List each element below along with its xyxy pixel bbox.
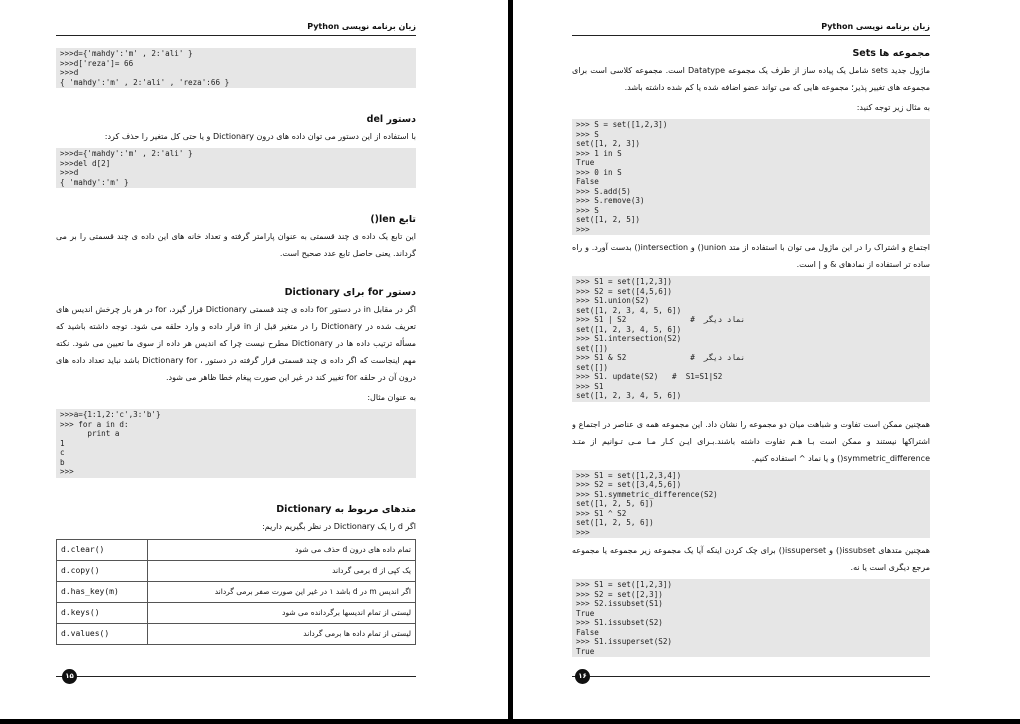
code-block-for-loop: >>>a={1:1,2:'c',3:'b'} >>> for a in d: print a 1 c b >>> <box>56 409 416 478</box>
code-block-set-basics: >>> S = set([1,2,3]) >>> S set([1, 2, 3]) >>> 1 in S True >>> 0 in S False >>> S.add(5) >>> S.remove(3) >>> S set([1, 2, 5]) >>> <box>572 119 930 235</box>
code-block-del: >>>d={'mahdy':'m' , 2:'ali' } >>>del d[2] >>>d { 'mahdy':'m' } <box>56 148 416 188</box>
left-page <box>0 0 508 719</box>
code-block-subset-superset: >>> S1 = set([1,2,3]) >>> S2 = set([2,3]) >>> S2.issubset(S1) True >>> S1.issubset(S2) False >>> S1.issuperset(S2) True <box>572 579 930 657</box>
right-page-content <box>572 22 930 672</box>
method-name-cell: d.keys() <box>57 602 148 623</box>
method-description-cell: اگر اندیس m در d باشد ۱ در غیر این صورت صفر برمی گرداند <box>148 581 416 602</box>
paragraph-symmetric-difference: همچنین ممکن است تفاوت و شباهت میان دو مجموعه را نشان داد. این مجموعه همه ی عناصر در اجتماع و اشتراکها نیستند و ممکن است بـا هـم تفاوت داشته باشند.بـرای ایـن کـار مـا مـی تـوانیم از متـد symmetric_difference() و یا نماد ^ استفاده کنیم. <box>572 419 930 463</box>
table-row <box>57 623 416 644</box>
method-description-cell: تمام داده های درون d حذف می شود <box>148 539 416 560</box>
method-name-cell: d.values() <box>57 623 148 644</box>
page-number-badge: ۱۵ <box>62 669 77 684</box>
paragraph-example-label: به مثال زیر توجه کنید: <box>856 103 930 112</box>
method-description-cell: یک کپی از d برمی گرداند <box>148 560 416 581</box>
paragraph-union-intersection: اجتماع و اشتراک را در این ماژول می توان با استفاده از متد union() و intersection() بدست آورد. و راه ساده تر استفاده از نمادهای & و | است. <box>572 243 930 269</box>
heading-sets: مجموعه ها Sets <box>852 48 930 59</box>
method-description-cell: لیستی از تمام داده ها برمی گرداند <box>148 623 416 644</box>
paragraph-dictionary-methods: اگر d را یک Dictionary در نظر بگیریم داریم: <box>262 521 416 531</box>
paragraph-len: این تابع یک داده ی چند قسمتی به عنوان پارامتر گرفته و تعداد خانه های این داده ی چند قسمتی را بر می گرداند. یعنی حاصل تابع عدد صحیح است. <box>56 232 416 258</box>
heading-len: تابع len() <box>370 214 416 225</box>
paragraph-example-label: به عنوان مثال: <box>367 393 416 402</box>
dictionary-methods-table <box>56 539 416 645</box>
method-name-cell: d.has_key(m) <box>57 581 148 602</box>
paragraph-sets: ماژول جدید sets شامل یک پیاده ساز از طرف یک مجموعه Datatype است. مجموعه کلاسی است برای مجموعه های تغییر پذیر؛ مجموعه هایی که می تواند عضو اضافه شده یا کم شده داشته باشد. <box>572 66 930 92</box>
running-head: زبان برنامه نویسی Python <box>56 22 416 36</box>
paragraph-subset-superset: همچنین متدهای issubset() و issuperset() برای چک کردن اینکه آیا یک مجموعه زیر مجموعه یا مجموعه مرجع دیگری است یا نه. <box>572 546 930 572</box>
method-name-cell: d.copy() <box>57 560 148 581</box>
footer-rule <box>572 676 930 677</box>
table-row <box>57 539 416 560</box>
running-head: زبان برنامه نویسی Python <box>572 22 930 36</box>
footer-rule <box>56 676 416 677</box>
right-page <box>513 0 1020 719</box>
heading-for-dictionary: دستور for برای Dictionary <box>284 287 416 298</box>
method-description-cell: لیستی از تمام اندیسها برگردانده می شود <box>148 602 416 623</box>
heading-del: دستور del <box>366 114 416 125</box>
left-page-content <box>56 22 416 672</box>
paragraph-del: با استفاده از این دستور می توان داده های درون Dictionary و یا حتی کل متغیر را حذف کرد: <box>104 132 416 141</box>
code-block-union-intersection: >>> S1 = set([1,2,3]) >>> S2 = set([4,5,6]) >>> S1.union(S2) set([1, 2, 3, 4, 5, 6]) >>> S1 | S2 # نماد دیگر set([1, 2, 3, 4, 5, 6]) >>> S1.intersection(S2) set([]) >>> S1 & S2 # نماد دیگر set([]) >>> S1. update(S2) # S1=S1|S2 >>> S1 set([1, 2, 3, 4, 5, 6]) <box>572 276 930 402</box>
page-number-badge: ۱۶ <box>575 669 590 684</box>
heading-dictionary-methods: متدهای مربوط به Dictionary <box>276 503 416 515</box>
table-row <box>57 602 416 623</box>
code-block-dict-assign: >>>d={'mahdy':'m' , 2:'ali' } >>>d['reza']= 66 >>>d { 'mahdy':'m' , 2:'ali' , 'reza':66 } <box>56 48 416 88</box>
table-row <box>57 560 416 581</box>
code-block-symmetric-difference: >>> S1 = set([1,2,3,4]) >>> S2 = set([3,4,5,6]) >>> S1.symmetric_difference(S2) set([1, 2, 5, 6]) >>> S1 ^ S2 set([1, 2, 5, 6]) >>> <box>572 470 930 539</box>
paragraph-for-dictionary: اگر در مقابل in در دستور for داده ی چند قسمتی Dictionary قرار گیرد، for در هر بار چرخش اندیس های تعریف شده در Dictionary را در متغیر قبل از in قرار داده و وارد حلقه می شود. توجه داشته باشید که مسأله ترتیب داده ها در Dictionary مطرح نیست چرا که اندیس هر داده از سوی ما تعیین می شود. نکته مهم اینجاست که اگر داده ی چند قسمتی قرار گرفته در دستور ، Dictionary for باشد نباید تعداد داده های درون آن در حلقه for تغییر کند در غیر این صورت پیغام خطا ظاهر می شود. <box>56 305 416 382</box>
table-row <box>57 581 416 602</box>
method-name-cell: d.clear() <box>57 539 148 560</box>
